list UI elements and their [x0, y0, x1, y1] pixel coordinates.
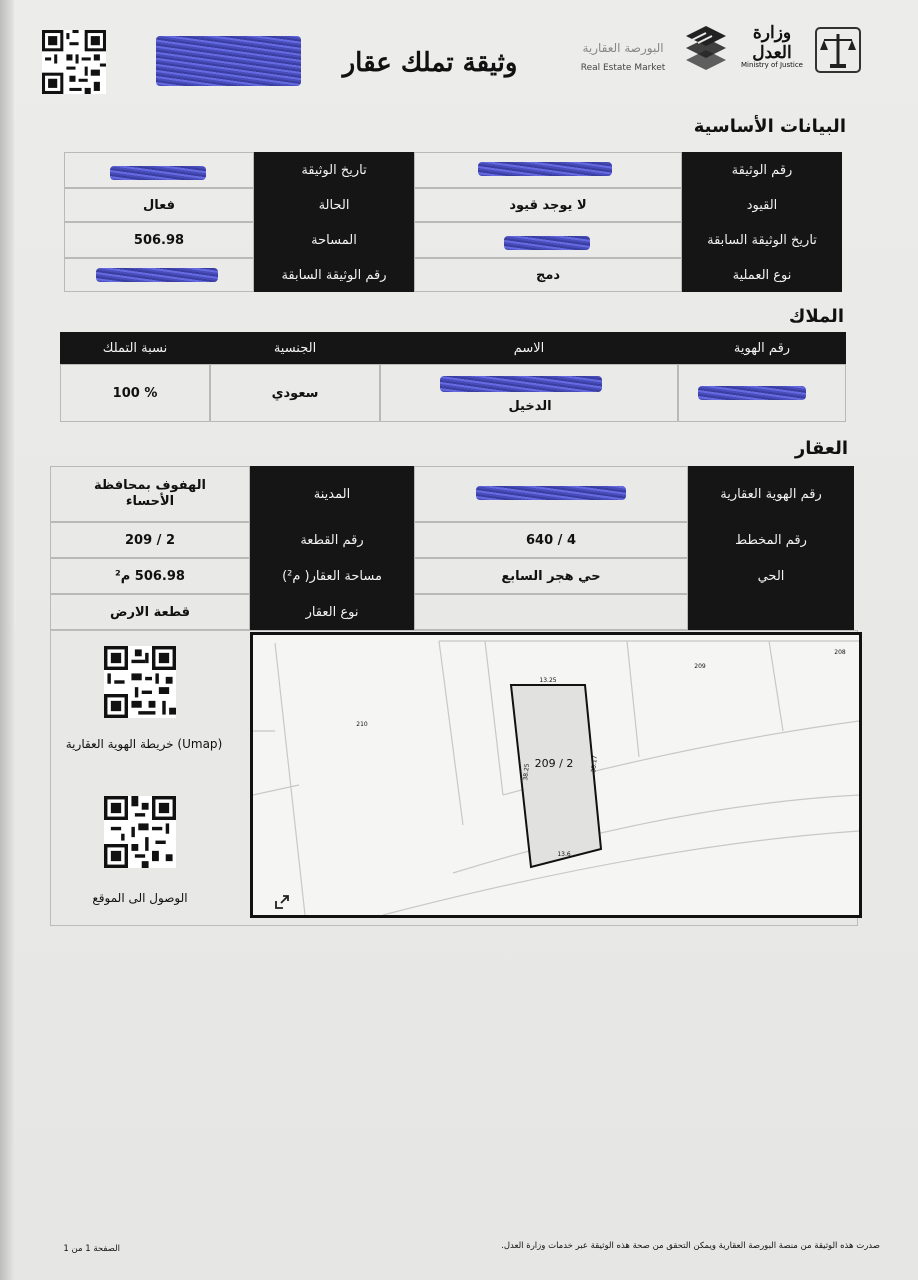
label-plot-number: رقم القطعة [250, 522, 414, 558]
owners-title: الملاك [788, 306, 844, 327]
owners-header-nationality: الجنسية [210, 332, 380, 364]
page-number: الصفحة 1 من 1 [63, 1244, 120, 1254]
plot-number-label: 209 / 2 [534, 756, 574, 770]
neighbor-plot-label-1: 208 [834, 648, 846, 656]
value-restrictions: لا يوجد قيود [414, 188, 682, 222]
neighbor-plot-label-2: 209 [694, 662, 706, 670]
location-label[interactable]: الوصول الى الموقع [92, 891, 188, 905]
redacted-prev-doc-number [96, 268, 218, 282]
owners-header-share: نسبة التملك [60, 332, 210, 364]
value-operation-type: دمج [414, 258, 682, 292]
label-prev-doc-date: تاريخ الوثيقة السابقة [682, 222, 842, 258]
redacted-property-id [476, 486, 626, 500]
plot-dim-right: 38.17 [589, 755, 599, 773]
plot-dim-left: 38.25 [521, 763, 531, 781]
property-table [50, 466, 854, 630]
label-city: المدينة [250, 466, 414, 522]
owner-name-cell [380, 364, 678, 422]
qr-code-icon[interactable] [42, 30, 106, 94]
label-operation-type: نوع العملية [682, 258, 842, 292]
plot-dim-top: 13.25 [539, 676, 557, 684]
plot-dim-bottom: 13.6 [557, 850, 571, 858]
footer-note: صدرت هذه الوثيقة من منصة البورصة العقارية ويمكن التحقق من صحة هذه الوثيقة عبر خدمات وزارة العدل. [501, 1241, 880, 1251]
label-empty [688, 594, 854, 630]
value-city: الهفوف بمحافظة الأحساء [50, 466, 250, 522]
value-property-area: 506.98 م² [50, 558, 250, 594]
owner-share: % 100 [60, 364, 210, 422]
owners-header-id: رقم الهوية [678, 332, 846, 364]
ministry-of-justice-logo: وزارة العدل Ministry of Justice [738, 20, 868, 78]
basic-data-title: البيانات الأساسية [693, 116, 846, 137]
label-area: المساحة [254, 222, 414, 258]
label-property-type: نوع العقار [250, 594, 414, 630]
redacted-reference [156, 36, 301, 86]
real-estate-market-logo: البورصة العقارية Real Estate Market [580, 41, 666, 73]
owner-nationality: سعودي [210, 364, 380, 422]
label-restrictions: القيود [682, 188, 842, 222]
expand-map-icon[interactable] [273, 893, 291, 911]
redacted-owner-id [698, 386, 806, 400]
label-doc-number: رقم الوثيقة [682, 152, 842, 188]
value-plan-number: 4 / 640 [414, 522, 688, 558]
property-title: العقار [794, 438, 848, 459]
value-plot-number: 2 / 209 [50, 522, 250, 558]
justice-scale-icon [810, 22, 866, 76]
label-plan-number: رقم المخطط [688, 522, 854, 558]
label-district: الحي [688, 558, 854, 594]
property-map[interactable] [250, 632, 862, 918]
value-empty [414, 594, 688, 630]
owner-name-visible: الدخيل [508, 398, 552, 414]
document-title: وثيقة تملك عقار [342, 48, 518, 78]
value-status: فعال [64, 188, 254, 222]
umap-qr-code-icon[interactable] [104, 646, 176, 718]
value-district: حي هجر السابع [414, 558, 688, 594]
label-property-area: مساحة العقار( م²) [250, 558, 414, 594]
redacted-doc-date [110, 166, 206, 180]
market-cubes-icon [682, 22, 730, 78]
value-property-type: قطعة الارض [50, 594, 250, 630]
neighbor-plot-label-3: 210 [356, 720, 368, 728]
redacted-doc-number [478, 162, 612, 176]
label-prev-doc-number: رقم الوثيقة السابقة [254, 258, 414, 292]
label-doc-date: تاريخ الوثيقة [254, 152, 414, 188]
redacted-prev-doc-date [504, 236, 590, 250]
value-area: 506.98 [64, 222, 254, 258]
umap-label[interactable]: (Umap) خريطة الهوية العقارية [65, 737, 223, 751]
label-property-id: رقم الهوية العقارية [688, 466, 854, 522]
owners-header-name: الاسم [380, 332, 678, 364]
redacted-owner-name [440, 376, 602, 392]
label-status: الحالة [254, 188, 414, 222]
location-qr-code-icon[interactable] [104, 796, 176, 868]
